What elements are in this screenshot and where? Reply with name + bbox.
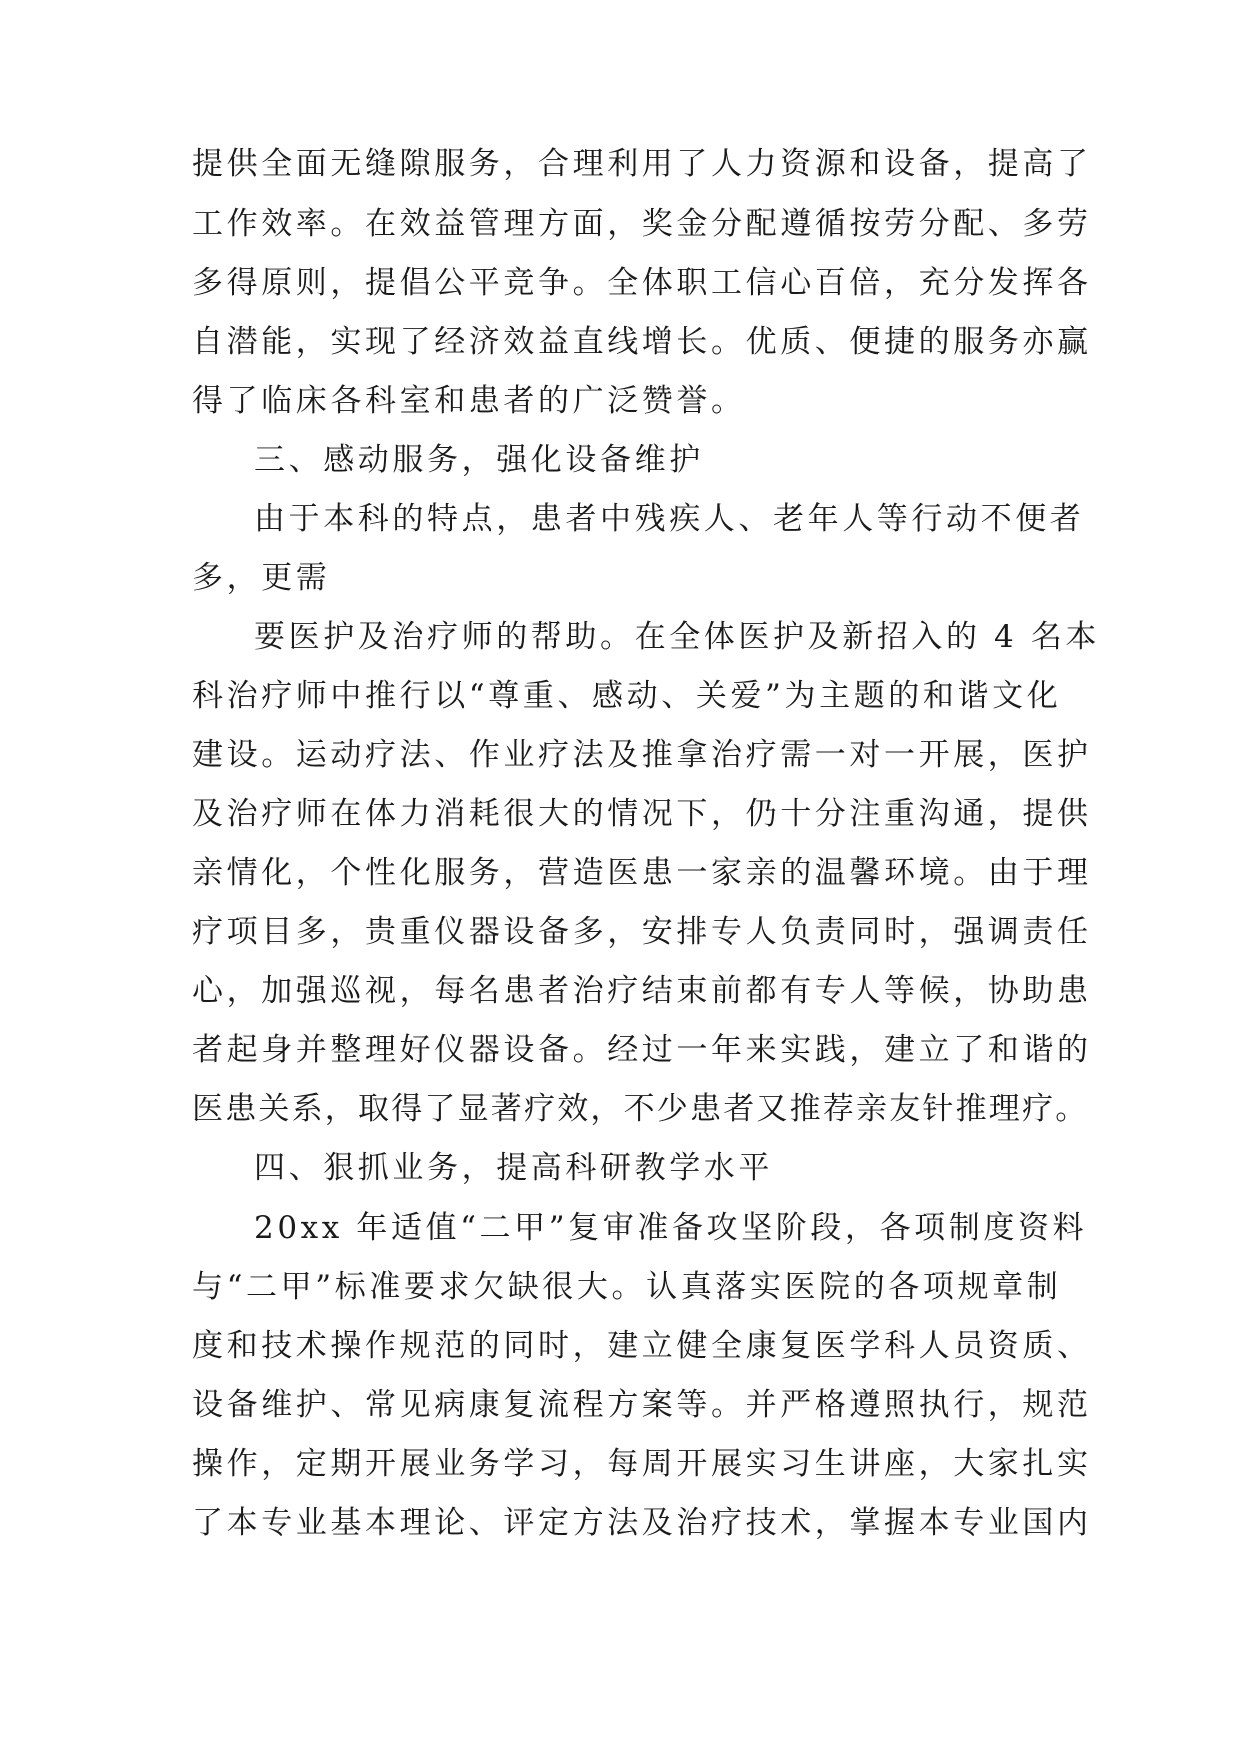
text-line: 要医护及治疗师的帮助。在全体医护及新招入的 4 名本	[254, 619, 1101, 655]
text-line: 了本专业基本理论、评定方法及治疗技术，掌握本专业国内	[192, 1505, 1092, 1541]
text-line: 多，更需	[192, 560, 331, 596]
text-line: 工作效率。在效益管理方面，奖金分配遵循按劳分配、多劳	[192, 206, 1092, 242]
text-line: 者起身并整理好仪器设备。经过一年来实践，建立了和谐的	[192, 1032, 1092, 1068]
text-line: 20xx 年适值“二甲”复审准备攻坚阶段，各项制度资料	[254, 1210, 1088, 1246]
text-line: 多得原则，提倡公平竞争。全体职工信心百倍，充分发挥各	[192, 265, 1092, 301]
text-line: 得了临床各科室和患者的广泛赞誉。	[192, 383, 746, 419]
text-line: 操作，定期开展业务学习，每周开展实习生讲座，大家扎实	[192, 1446, 1092, 1482]
text-line: 自潜能，实现了经济效益直线增长。优质、便捷的服务亦赢	[192, 324, 1092, 360]
text-line: 及治疗师在体力消耗很大的情况下，仍十分注重沟通，提供	[192, 796, 1092, 832]
text-line: 由于本科的特点，患者中残疾人、老年人等行动不便者	[254, 501, 1085, 537]
text-line: 亲情化，个性化服务，营造医患一家亲的温馨环境。由于理	[192, 855, 1092, 891]
section-heading: 四、狠抓业务，提高科研教学水平	[254, 1150, 773, 1186]
text-line: 提供全面无缝隙服务，合理利用了人力资源和设备，提高了	[192, 146, 1092, 182]
section-heading: 三、感动服务，强化设备维护	[254, 442, 704, 478]
text-line: 科治疗师中推行以“尊重、感动、关爱”为主题的和谐文化	[192, 678, 1062, 714]
text-line: 建设。运动疗法、作业疗法及推拿治疗需一对一开展，医护	[192, 737, 1092, 773]
text-line: 设备维护、常见病康复流程方案等。并严格遵照执行，规范	[192, 1387, 1092, 1423]
text-line: 疗项目多，贵重仪器设备多，安排专人负责同时，强调责任	[192, 914, 1092, 950]
text-line: 与“二甲”标准要求欠缺很大。认真落实医院的各项规章制	[192, 1269, 1062, 1305]
text-line: 医患关系，取得了显著疗效，不少患者又推荐亲友针推理疗。	[192, 1091, 1089, 1127]
text-line: 度和技术操作规范的同时，建立健全康复医学科人员资质、	[192, 1328, 1092, 1364]
text-line: 心，加强巡视，每名患者治疗结束前都有专人等候，协助患	[192, 973, 1092, 1009]
